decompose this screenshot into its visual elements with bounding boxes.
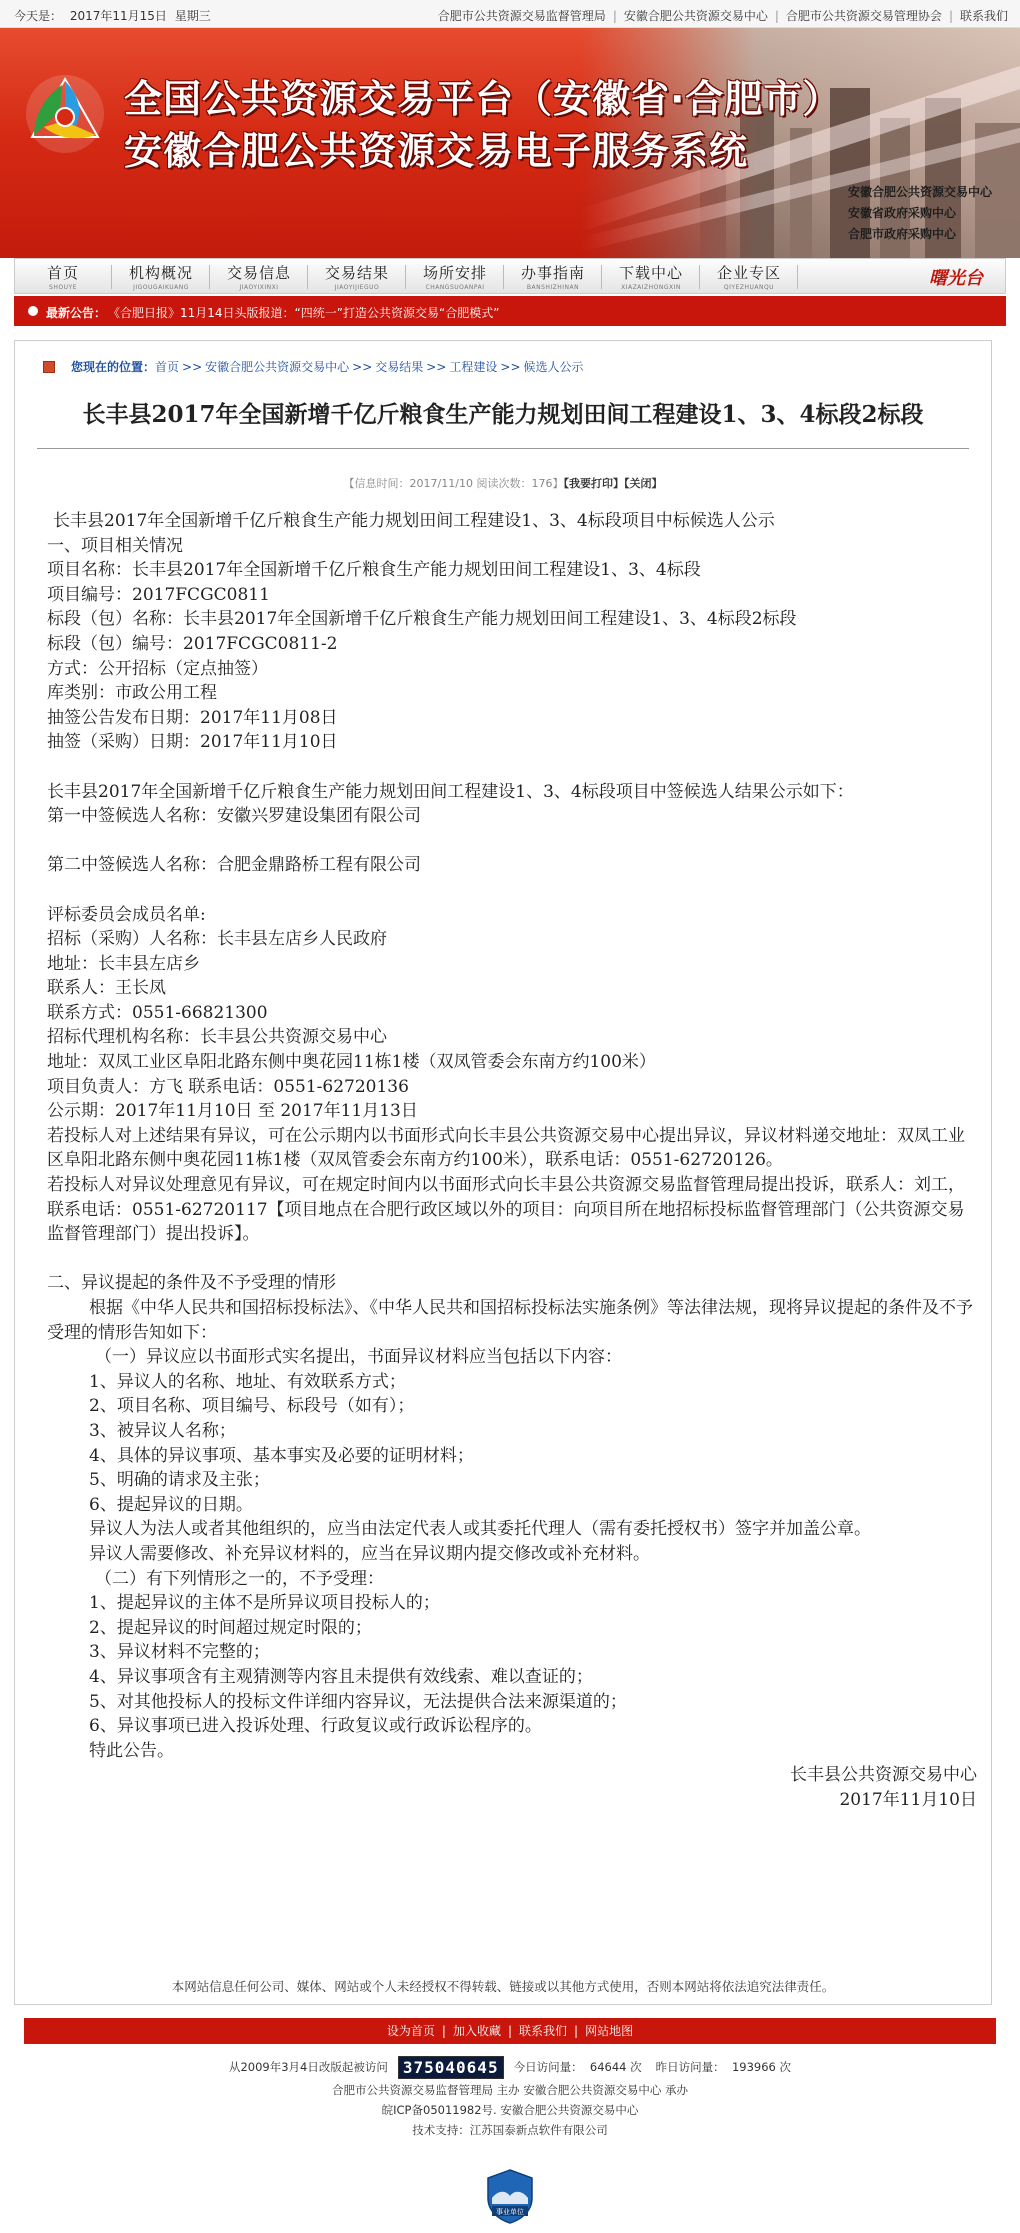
article-title: 长丰县2017年全国新增千亿斤粮食生产能力规划田间工程建设1、3、4标段2标段 [82,401,924,428]
banner-title-line2: 安徽合肥公共资源交易电子服务系统 [124,129,749,173]
today-label: 今日访问量： [513,2060,583,2074]
nav-item-download-center[interactable] [603,259,699,293]
nav-item-label: 场所安排 [422,264,487,282]
announcement-icon [28,306,38,316]
date-label: 今天是： [14,9,63,23]
complaint-paragraph: 若投标人对异议处理意见有异议，可在规定时间内以书面形式向长丰县公共资源交易监督管理局提出投诉，联系人：刘工，联系电话：0551-62720117【项目地点在合肥行政区域以外的项目：向项目所在地招标投标监督管理部门（公共资源交易监督管理部门）提出投诉】。 [47,1175,965,1245]
requirement-item: 5、明确的请求及主张； [89,1470,270,1491]
weekday-value: 星期三 [174,9,211,23]
nav-divider [307,265,308,289]
set-homepage-link[interactable]: 设为首页 [386,2024,435,2038]
section-heading: 二、异议提起的条件及不予受理的情形 [47,1273,336,1294]
signature-org: 长丰县公共资源交易中心 [790,1765,977,1786]
nav-item-label: 企业专区 [716,264,781,282]
nav-item-pinyin: CHANGSUOANPAI [425,284,485,291]
rejection-item: 4、异议事项含有主观猜测等内容且未提供有效线索、难以查证的； [89,1666,593,1687]
print-button[interactable]: 【我要打印】 [563,477,624,490]
visits-label: 从2009年3月4日改版起被访问 [228,2060,388,2074]
closing-remark: 特此公告。 [89,1740,174,1761]
committee-list: 评标委员会成员名单: [47,904,206,925]
banner-org: 安徽合肥公共资源交易中心 [847,185,992,199]
tenderer-name: 招标（采购）人名称：长丰县左店乡人民政府 [47,929,387,950]
draw-date: 抽签（采购）日期：2017年11月10日 [47,732,338,753]
requirement-item: 4、具体的异议事项、基本事实及必要的证明材料； [89,1445,474,1466]
blank-line [47,878,977,903]
breadcrumb-arrow: >> [182,360,203,374]
nav-divider [111,265,112,289]
divider: | [948,9,953,23]
location-icon [43,361,55,373]
nav-item-pinyin: JIGOUGAIKUANG [133,284,189,291]
nav-item-pinyin: JIAOYIJIEGUO [334,284,380,291]
icp-line[interactable]: 皖ICP备05011982号. 安徽合肥公共资源交易中心 [381,2103,639,2117]
second-candidate: 第二中签候选人名称：合肥金鼎路桥工程有限公司 [47,855,421,876]
nav-item-label: 机构概况 [128,264,193,282]
agency-address: 地址：双凤工业区阜阳北路东侧中奥花园11栋1楼（双凤管委会东南方约100米） [47,1052,656,1073]
article-meta [15,475,991,491]
nav-item-label: 交易信息 [226,264,291,282]
top-link-contact-us[interactable]: 联系我们 [959,9,1008,23]
section-heading: 一、项目相关情况 [47,535,183,556]
title-divider [37,448,969,449]
rejection-item: 3、异议材料不完整的； [89,1642,270,1663]
nav-item-enterprise-zone[interactable] [701,259,797,293]
nav-item-trade-results[interactable] [309,259,405,293]
signature-requirement: 异议人为法人或者其他组织的，应当由法定代表人或其委托代理人（需有委托授权书）签字并加盖公章。 [89,1519,871,1540]
requirement-item: 3、被异议人名称； [89,1420,236,1441]
banner-org: 合肥市政府采购中心 [847,227,956,241]
article-body [47,509,977,1812]
nav-item-venue-schedule[interactable] [407,259,503,293]
yesterday-label: 昨日访问量： [655,2060,725,2074]
blank-line [47,1247,977,1272]
tenderer-contact: 联系人：王长凤 [47,978,166,999]
breadcrumb-arrow: >> [500,360,521,374]
library-category: 库类别：市政公用工程 [47,683,217,704]
lot-name: 标段（包）名称：长丰县2017年全国新增千亿斤粮食生产能力规划田间工程建设1、3、4标段2标段 [47,609,797,630]
divider: | [612,9,617,23]
nav-divider [405,265,406,289]
news-ticker [14,296,1006,326]
banner-org: 安徽省政府采购中心 [847,206,956,220]
top-link-association[interactable]: 合肥市公共资源交易管理协会 [785,9,942,23]
breadcrumb-arrow: >> [352,360,373,374]
banner-org-list [848,182,992,245]
project-manager: 项目负责人：方飞 联系电话：0551-62720136 [47,1076,409,1097]
contact-us-link[interactable]: 联系我们 [519,2024,568,2038]
footer-links [24,2018,996,2044]
date-display [14,7,215,24]
times-unit: 次 [779,2060,792,2074]
document-title: 长丰县2017年全国新增千亿斤粮食生产能力规划田间工程建设1、3、4标段项目中标候选人公示 [53,511,775,531]
modification-requirement: 异议人需要修改、补充异议材料的，应当在异议期内提交修改或补充材料。 [89,1543,650,1564]
yesterday-count: 193966 [731,2060,776,2074]
main-nav [14,258,1006,294]
nav-item-organization[interactable] [113,259,209,293]
nav-item-service-guide[interactable] [505,259,601,293]
breadcrumb-arrow: >> [426,360,447,374]
visit-stats [0,2056,1020,2079]
news-headline-link[interactable]: 《合肥日报》11月14日头版报道：“四统一”打造公共资源交易“合肥模式” [108,306,500,320]
slogan-link[interactable]: 曙光台 [929,268,983,289]
subsection-heading: （一）异议应以书面形式实名提出，书面异议材料应当包括以下内容： [95,1347,622,1368]
nav-item-pinyin: SHOUYE [49,284,77,291]
divider: | [774,9,779,23]
nav-divider [503,265,504,289]
requirement-item: 1、异议人的名称、地址、有效联系方式； [89,1371,406,1392]
nav-divider [209,265,210,289]
result-intro: 长丰县2017年全国新增千亿斤粮食生产能力规划田间工程建设1、3、4标段项目中签候选人结果公示如下： [47,781,854,802]
procurement-method: 方式：公开招标（定点抽签） [47,658,268,679]
blank-line [47,829,977,854]
nav-divider [797,265,798,289]
first-candidate: 第一中签候选人名称：安徽兴罗建设集团有限公司 [47,806,421,827]
nav-divider [699,265,700,289]
lot-code: 标段（包）编号：2017FCGC0811-2 [47,633,338,654]
breadcrumb-construction[interactable]: 工程建设 [449,360,498,374]
signature-date: 2017年11月10日 [839,1789,977,1810]
nav-item-pinyin: QIYEZHUANQU [723,284,775,291]
platform-logo-icon [24,73,106,155]
breadcrumb-label: 您现在的位置： [71,360,156,374]
legal-basis-paragraph: 根据《中华人民共和国招标投标法》、《中华人民共和国招标投标法实施条例》等法律法规，现将异议提起的条件及不予受理的情形告知如下： [47,1298,973,1343]
close-button[interactable]: 【关闭】 [623,477,663,490]
breadcrumb [43,358,584,375]
nav-item-label: 下载中心 [618,264,683,282]
subsection-heading: （二）有下列情形之一的，不予受理： [95,1568,384,1589]
nav-item-label: 首页 [46,264,79,282]
sitemap-link[interactable]: 网站地图 [585,2024,634,2038]
nav-divider [601,265,602,289]
nav-item-home[interactable] [15,259,111,293]
agency-name: 招标代理机构名称：长丰县公共资源交易中心 [47,1027,387,1048]
rejection-item: 1、提起异议的主体不是所异议项目投标人的； [89,1593,440,1614]
rejection-item: 5、对其他投标人的投标文件详细内容异议，无法提供合法来源渠道的； [89,1691,627,1712]
article-info: 【信息时间：2017/11/10 阅读次数：176】 [343,477,564,490]
times-unit: 次 [630,2060,642,2074]
project-code: 项目编号：2017FCGC0811 [47,584,270,605]
add-favorite-link[interactable]: 加入收藏 [452,2024,501,2038]
draw-notice-date: 抽签公告发布日期：2017年11月08日 [47,707,338,728]
top-link-trading-center[interactable]: 安徽合肥公共资源交易中心 [623,9,768,23]
breadcrumb-trade-results[interactable]: 交易结果 [375,360,424,374]
nav-item-label: 办事指南 [520,264,585,282]
breadcrumb-home[interactable]: 首页 [155,360,180,374]
breadcrumb-candidates[interactable]: 候选人公示 [523,360,584,374]
divider: | [574,2024,579,2038]
sponsor-line: 合肥市公共资源交易监督管理局 主办 安徽合肥公共资源交易中心 承办 [332,2083,688,2097]
divider: | [441,2024,446,2038]
tech-support-line: 技术支持：江苏国泰新点软件有限公司 [412,2123,608,2137]
news-label: 最新公告： [46,306,107,320]
top-link-supervision-bureau[interactable]: 合肥市公共资源交易监督管理局 [437,9,606,23]
requirement-item: 6、提起异议的日期。 [89,1494,253,1515]
visit-counter: 375040645 [398,2056,504,2079]
nav-item-trade-info[interactable] [211,259,307,293]
requirement-item: 2、项目名称、项目编号、标段号（如有）； [89,1396,415,1417]
nav-item-label: 交易结果 [324,264,389,282]
nav-item-pinyin: BANSHIZHINAN [526,284,580,291]
copyright-notice: 本网站信息任何公司、媒体、网站或个人未经授权不得转载、链接或以其他方式使用，否则本网站将依法追究法律责任。 [171,1979,835,1994]
publicity-period: 公示期：2017年11月10日 至 2017年11月13日 [47,1101,418,1122]
date-value: 2017年11月15日 [69,9,167,23]
top-bar [0,0,1020,28]
project-name: 项目名称：长丰县2017年全国新增千亿斤粮食生产能力规划田间工程建设1、3、4标段 [47,560,701,581]
site-banner [0,28,1020,258]
tenderer-address: 地址：长丰县左店乡 [47,953,200,974]
banner-title-line1: 全国公共资源交易平台（安徽省·合肥市） [124,77,842,121]
badge-label: 事业单位 [496,2208,524,2216]
blank-line [47,755,977,780]
public-institution-badge-icon[interactable] [484,2168,536,2224]
objection-paragraph: 若投标人对上述结果有异议，可在公示期内以书面形式向长丰县公共资源交易中心提出异议，异议材料递交地址：双凤工业区阜阳北路东侧中奥花园11栋1楼（双凤管委会东南方约100米），联系电话：0551-62720126。 [47,1125,965,1171]
divider: | [507,2024,513,2038]
rejection-item: 2、提起异议的时间超过规定时限的； [89,1617,372,1638]
nav-item-pinyin: XIAZAIZHONGXIN [621,284,681,291]
top-links [438,7,1008,24]
breadcrumb-trading-center[interactable]: 安徽合肥公共资源交易中心 [205,360,350,374]
tenderer-phone: 联系方式：0551-66821300 [47,1002,268,1023]
nav-item-pinyin: JIAOYIXINXI [239,284,279,291]
rejection-item: 6、异议事项已进入投诉处理、行政复议或行政诉讼程序的。 [89,1716,542,1737]
today-count: 64644 [589,2060,627,2074]
article-panel [14,340,992,2005]
